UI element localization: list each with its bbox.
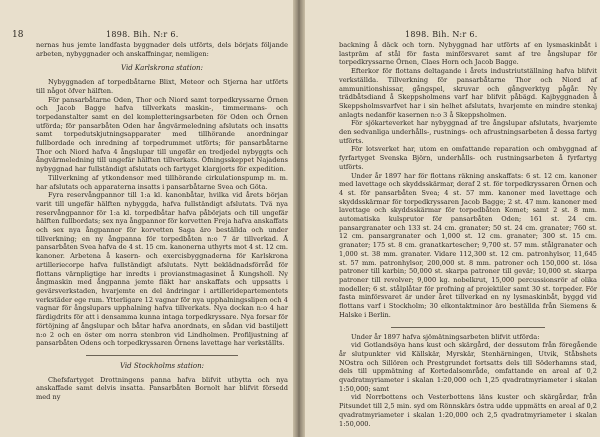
paragraph: För lotsverket har, utom en omfattande reparation och ombyggnad af fyrfartyget Svenska Björn, underhålls- och rustningsarbeten å fyrfartyg utförts.: [339, 145, 597, 171]
paragraph: Under år 1897 hafva sjömätningsarbeten blifvit utförda:: [351, 332, 540, 341]
right-page: [305, 0, 600, 437]
paragraph: vid Gotlandsöya hans kust och skärgård, der dessutom från föregående år slutpunkter vid Källskär, Myrskär, Stenhärningen, Utvik, Ståbshets NOstra och Sillören och Prestgrundet fortsatts dels till Söderhamns stad, dels till uppmätning af Kortedalsområde, omfattande en areal af 0,2 qvadratmyriameter i skalan 1:20,000 och 1,25 qvadratmyriameter i skalan 1:50,000; samt: [339, 341, 597, 393]
paragraph: Efterkor för flottans deltagande i årets industriutställning hafva blifvit verkställda. Tillverkning för pansarbåtarne Thor och Niord af ammunitionshissar, gångspel, skruvar och gångverktyg pågår. Ny trädbåtsdiand å Skeppsholmens varf har blifvit påbägd. Kajbyggnaden å Skeppsholmsvarfvet har i sin helhet afslutats, hvarjemte en mindre stenkaj anlagts nedanför kasernen n:o 3 å Skeppsholmen.: [339, 67, 597, 119]
intro-paragraph: nernas hus jemte landfasta byggnader dels utförts, dels börjats följande arbeten, nybyggnader och anskaffningar, nemligen:: [36, 41, 288, 58]
page-header: 1898. Bih. N:r 6.: [405, 30, 478, 39]
section-heading-stockholm: Vid Stockholms station:: [120, 361, 204, 370]
right-page-text: [339, 41, 597, 428]
paragraph: Nybyggnaden af torpedbåtarne Blixt, Meteor och Stjerna har utförts till något öfver hälften.: [36, 78, 288, 95]
paragraph: Under år 1897 har för flottans räkning anskaffats: 6 st. 12 cm. kanoner med lavettage och skyddsskärmar, deraf 2 st. för torpedkryssaren Örnen och 4 st. för pansarbåten Svea; 4 st. 57 mm. kanoner med lavettage och skyddsskärmar för torpedkryssaren Jacob Bagge; 2 st. 47 mm. kanoner med lavettage och skyddsskärmar för torpedbåten Komet; samt 2 st. 8 mm. automatiska kulsprutor för pansarbåten Oden; 161 st. 24 cm. pansargranater och 133 st. 24 cm. granater; 50 st. 24 cm. granater; 760 st. 12 cm. pansargranater och 1,000 st. 12 cm. granater; 300 st. 15 cm. granater; 175 st. 8 cm. granatkartescher; 9,700 st. 57 mm. stålgranater och 1,000 st. 38 mm. granater. Vidare 112,300 st. 12 cm. patronhylsor, 11,645 st. 57 mm. patronhylsor, 200,000 st. 8 mm. patroner och 150,000 st. lösa patroner till karbin; 50,000 st. skarpa patroner till gevär; 10,000 st. skarpa patroner till revolver; 9,000 kg. nobelkrut, 15,000 percussionsrör af olika modeller; 6 st. stålplåtar för profning af projektiler samt 30 st. torpeder. För fasta minförsvaret är under året tillverkad en ny lysmaskinbåt, byggd vid flottans varf i Stockholm; 30 elkontaktminor äro beställda från Siemens & Halske i Berlin.: [339, 171, 597, 319]
left-page: [0, 0, 293, 437]
left-page-text: [36, 41, 288, 402]
book-gutter: [293, 0, 305, 437]
paragraph: Chefsfartyget Drottningens panna hafva blifvit utbytta och nya anskaffade samt delvis insatta. Pansarbåten Bornolt har blifvit försedd med ny: [36, 375, 288, 402]
section-divider: [86, 355, 237, 356]
paragraph: Tillverkning af ytkondensor med tillhörande cirkulationspump m. m. har afslutats och apparaterna insatts i pansarbåtarne Svea och Göta.: [36, 173, 288, 191]
section-heading-karlskrona: Vid Karlskrona station:: [121, 64, 203, 73]
page-number: 18: [12, 30, 24, 40]
paragraph: backning å däck och torn. Nybyggnad har utförts af en lysmaskinbåt i lastprām af stål för fasta minförsvaret samt af tre ångslupar för torpedkryssarne Örnen, Claes Horn och Jacob Bagge.: [339, 41, 597, 67]
paragraph: För sjökarteverket har nybyggnad af tre ångslupar afslutats, hvarjemte den sedvanliga underhålls-, rustnings- och afrustningsarbeten å dessa fartyg utförts.: [339, 119, 597, 145]
paragraph: För pansarbåtarne Oden, Thor och Niord samt torpedkryssarne Örnen och Jacob Bagge hafva tillverkats maskin-, timmermans- och torpedanstalter samt en del kompletteringsarbeten för Oden och Örnen utförda; för pansarbåten Oden har ångvärmeledning afslutats och insatts samt torpedutskjutningsapparater med tillhörande anordningar fullbordade och inredning af torpedrummet utförts; för pansarbåtarne Thor och Niord hafva 4 ångslupar till ungefär en tredjedel nybyggts och ångvärmeledning till ungefär hälften tillverkats. Öfningsskeppet Najadens nybyggnad har fullständigt afslutats och fartyget klargjorts för expedition.: [36, 95, 288, 174]
section-divider: [391, 327, 546, 328]
paragraph: Fyra reservångpannor till 1:a kl. kanonbåtar, hvilka vid årets början varit till ungefär hälften nybyggda, hafva fullständigt afslutats. Tvä nya reservångpannor för 1:a kl. torpedbåtar hafva påbörjats och till ungefär hälften fullbordats; sex nya ångpannor för korvetten Freja hafva anskaffats och sex nya ångpannor för korvetten Saga äro beställda och under tillverkning; en ny ångpanna för torpedbåten n:o 7 är tillverkad. Å pansarbåten Svea hafva de 4 st. 15 cm. kanonerna uthyrts mot 4 st. 12 cm. kanoner. Arbetena å kasern- och exercisbyggnaderna för Karlskrona artilleriecorpe hafva fullständigt afslutats. Nytt beklädnadsförråd för flottans värnpligtige har inredts i provianstmagasinet å Kungsholl. Ny ångmaskin med ångpanna jemte fläkt har anskaffats och uppsatts i gevärsverkstaden, hvarjemte en del ändringar i artilleridepartementets verkstäder ege rum. Ytterligare 12 vagnar för nya upphalningsslipen och 4 vagnar för ångslupars upphalning hafva tillverkats. Nya dockan n:o 4 har färdigdrits för att i densamma kunna intaga torpedkryssare. Nya forsar för förtöjning af ångslupar och båtar hafva anordnats, en sådan vid bastiljett n:o 2 och en öster om norra stenbron vid Lindholmen. Profiljustning af pansarbåten Odens och torpedkryssaren Örnens lavettage har verkställts.: [36, 191, 288, 348]
page-header: 1898. Bih. N:r 6.: [106, 30, 179, 39]
paragraph: vid Norrbottens och Vesterbottens läns kuster och skärgårdar, från Pitsundet till 2,5 min. syd om Rönnskärs östra udde uppmätts en areal af 0,2 qvadratmyriameter i skalan 1:20,000 och 2,5 qvadratmyriameter i skalan 1:50,000.: [339, 393, 597, 428]
